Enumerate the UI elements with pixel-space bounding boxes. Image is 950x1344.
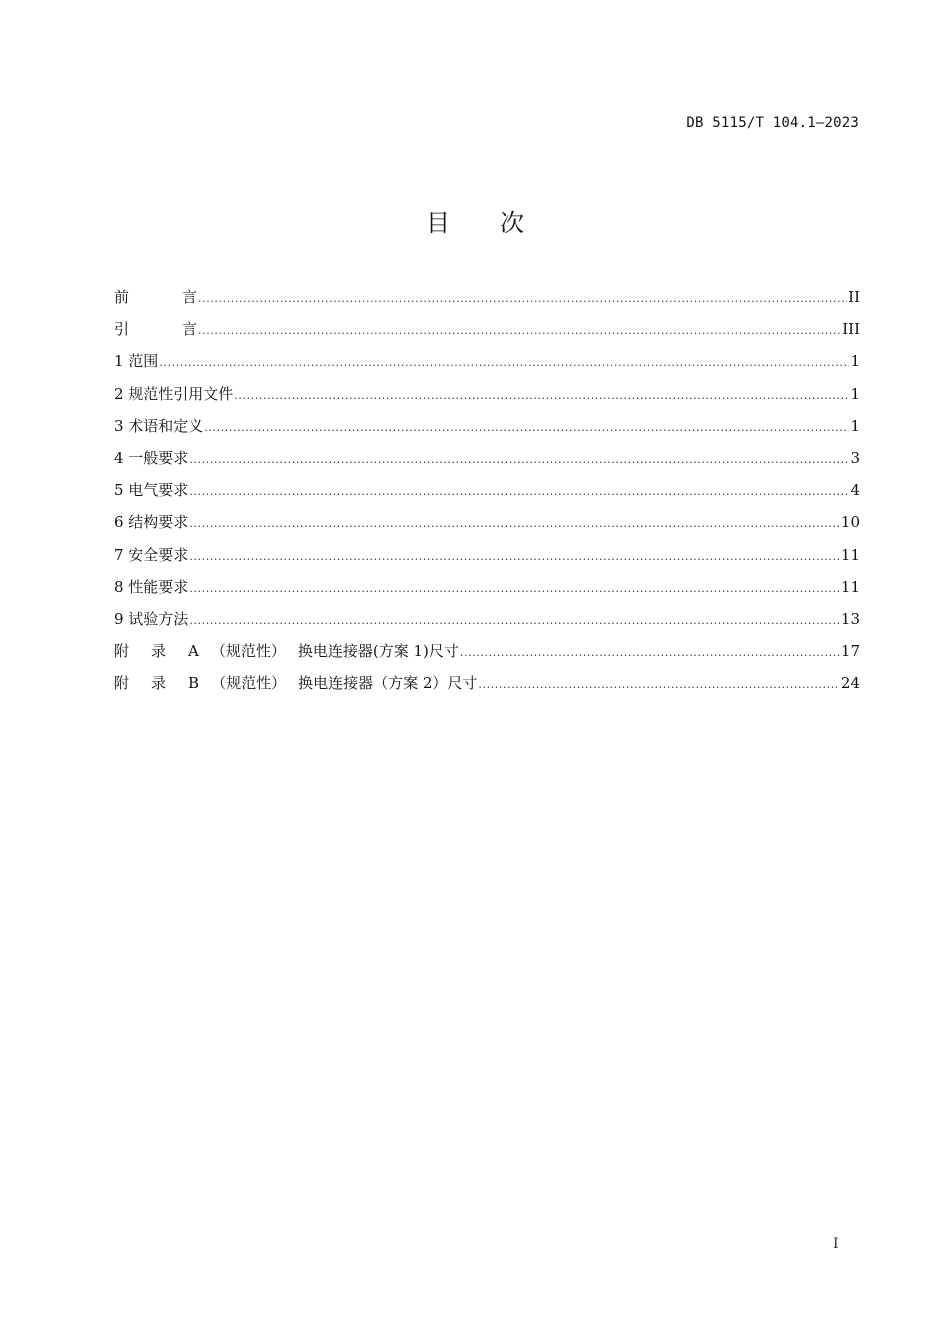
- toc-title-char-2: 次: [500, 209, 524, 237]
- toc-leader-dots: [189, 610, 840, 632]
- appendix-type: （规范性）: [211, 674, 287, 693]
- toc-leader-dots: [234, 385, 849, 407]
- toc-entry[interactable]: [114, 350, 860, 382]
- toc-page-number: 3: [850, 448, 860, 467]
- toc-page-number: 13: [840, 609, 860, 628]
- document-code: DB 5115/T 104.1—2023: [686, 115, 859, 131]
- toc-leader-dots: [198, 320, 841, 342]
- toc-entry-label: 9 试验方法: [114, 609, 189, 628]
- appendix-prefix: 附: [114, 674, 130, 693]
- toc-entry-label: 8 性能要求: [114, 577, 189, 596]
- toc-entry[interactable]: [114, 544, 860, 576]
- toc-entry-label: 6 结构要求: [114, 513, 189, 532]
- appendix-word: 录: [151, 674, 167, 693]
- page-number: I: [833, 1236, 839, 1252]
- toc-entry[interactable]: [114, 608, 860, 640]
- toc-page-number: 24: [840, 674, 860, 693]
- toc-page-number: 1: [850, 416, 860, 435]
- toc-page-number: 4: [850, 481, 860, 500]
- appendix-type: （规范性）: [210, 642, 286, 661]
- toc-title: [0, 203, 950, 238]
- toc-leader-dots: [204, 417, 849, 439]
- toc-leader-dots: [189, 513, 840, 535]
- appendix-letter: B: [188, 674, 200, 693]
- toc-leader-dots: [460, 642, 840, 664]
- appendix-title: 换电连接器(方案 1)尺寸: [297, 642, 459, 661]
- toc-leader-dots: [478, 674, 840, 696]
- toc-page-number: 1: [850, 384, 860, 403]
- appendix-title: 换电连接器（方案 2）尺寸: [298, 674, 478, 693]
- toc-entry-label: 2 规范性引用文件: [114, 384, 234, 403]
- appendix-letter: A: [188, 642, 199, 661]
- toc-entry-appendix-a[interactable]: [114, 640, 860, 672]
- toc-leader-dots: [189, 449, 849, 471]
- toc-preface-right: 言: [182, 288, 198, 306]
- toc-entry-label: 7 安全要求: [114, 545, 189, 564]
- toc-page-number: 17: [840, 642, 860, 661]
- toc-leader-dots: [189, 546, 840, 568]
- appendix-word: 录: [151, 642, 167, 661]
- toc-page-number: 1: [850, 352, 860, 371]
- toc-entry-preface[interactable]: [114, 286, 860, 318]
- toc-leader-dots: [189, 481, 849, 503]
- toc-entry-label: 5 电气要求: [114, 481, 189, 500]
- appendix-prefix: 附: [114, 642, 130, 661]
- toc-entry[interactable]: [114, 479, 860, 511]
- toc-leader-dots: [189, 578, 840, 600]
- toc-leader-dots: [198, 288, 847, 310]
- toc-page-number: 11: [840, 577, 860, 596]
- toc-entry-label: 1 范围: [114, 352, 159, 371]
- toc-entry-label: 3 术语和定义: [114, 416, 204, 435]
- toc-intro-right: 言: [182, 320, 198, 339]
- toc-page-number: 11: [840, 545, 860, 564]
- toc-entry[interactable]: [114, 511, 860, 543]
- toc-preface-left: 前: [114, 288, 130, 306]
- toc-page-number: II: [848, 288, 860, 306]
- toc-entry[interactable]: [114, 415, 860, 447]
- toc-entry[interactable]: [114, 383, 860, 415]
- toc-page-number: 10: [840, 513, 860, 532]
- toc-entry[interactable]: [114, 576, 860, 608]
- toc-entry-intro[interactable]: [114, 318, 860, 350]
- toc-intro-left: 引: [114, 320, 130, 339]
- toc-page-number: III: [842, 320, 860, 339]
- toc-entry-label: 4 一般要求: [114, 448, 189, 467]
- toc-leader-dots: [159, 352, 849, 374]
- toc-entry[interactable]: [114, 447, 860, 479]
- table-of-contents: [114, 286, 860, 704]
- toc-entry-appendix-b[interactable]: [114, 672, 860, 704]
- toc-title-char-1: 目: [426, 209, 450, 237]
